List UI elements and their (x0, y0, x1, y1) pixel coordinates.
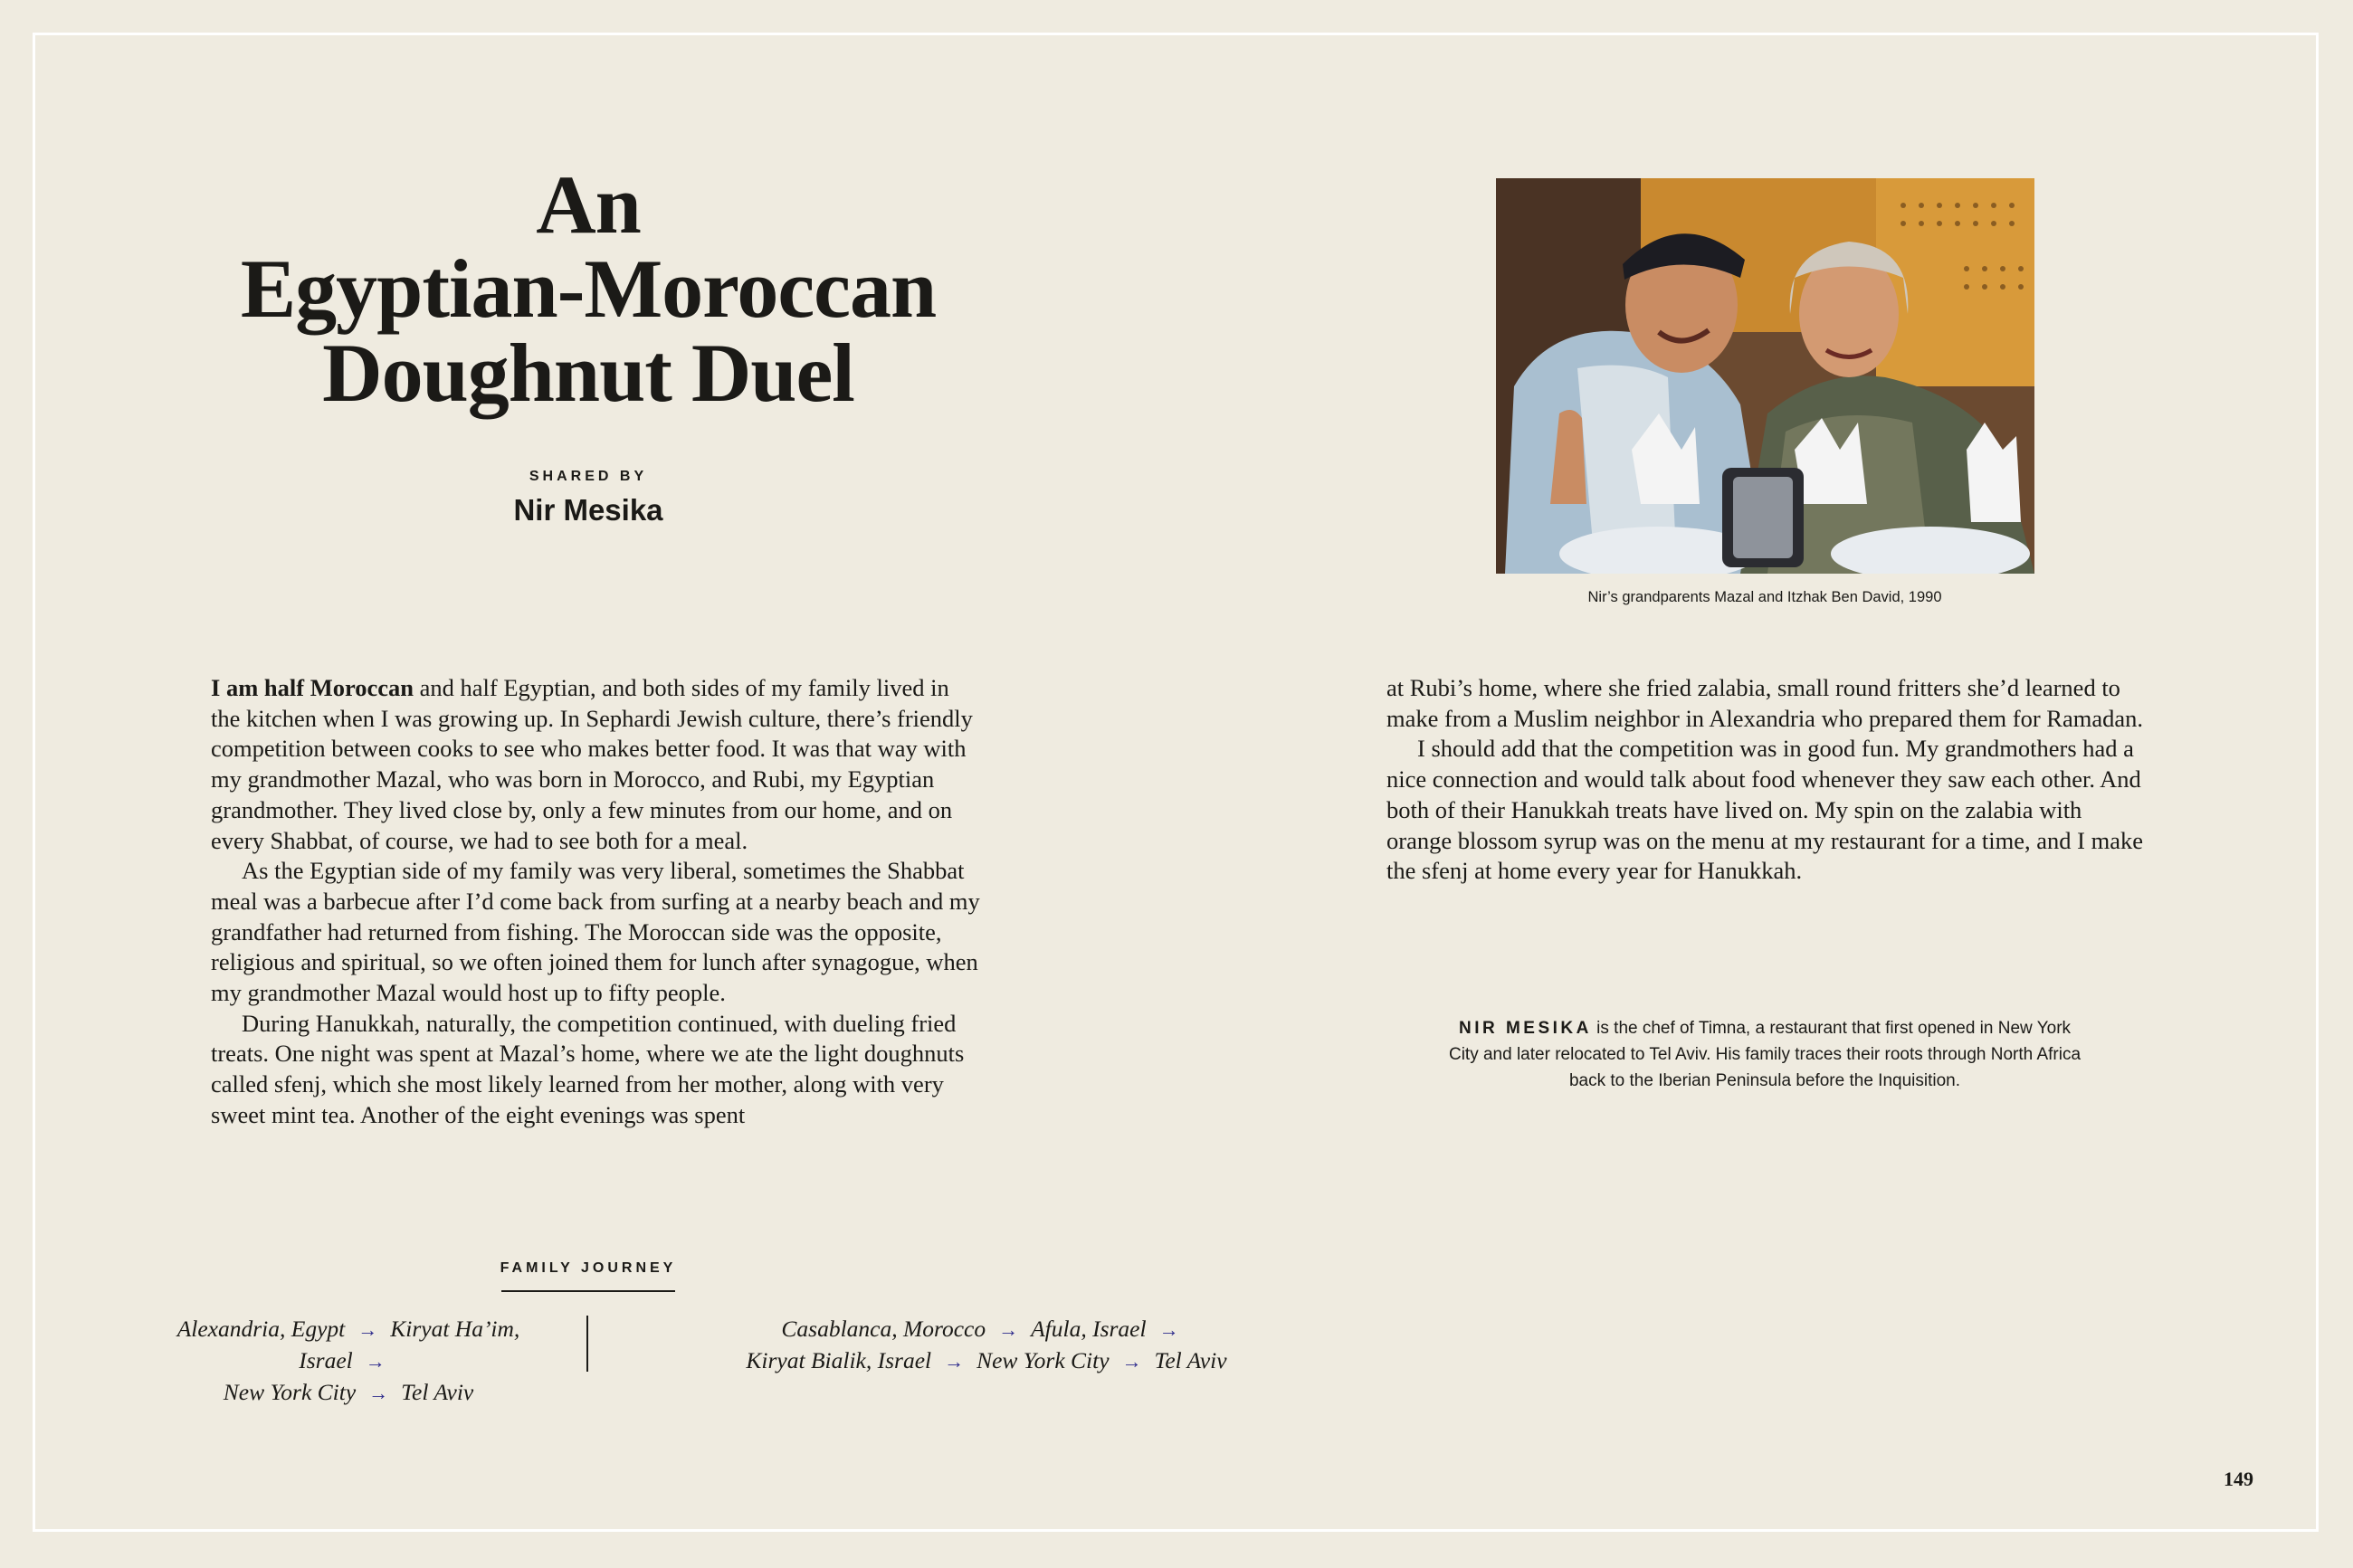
journey-underline (501, 1290, 675, 1292)
arrow-right-icon: → (944, 1350, 965, 1373)
author-name: Nir Mesika (513, 493, 663, 527)
route-place: New York City (976, 1347, 1110, 1373)
route-place: New York City (223, 1379, 357, 1405)
grandparents-photo (1496, 178, 2034, 574)
page-number: 149 (2224, 1468, 2253, 1490)
title-line: Doughnut Duel (322, 327, 854, 419)
body-column-right (1386, 673, 2147, 887)
route-place: Afula, Israel (1031, 1316, 1147, 1342)
body-paragraph: I should add that the competition was in good fun. My grandmothers had a nice connection and would talk about food whenever they saw each other. And both of their Hanukkah treats have lived on. My spin on the zalabia with orange blossom syrup was on the menu at my restaurant for a time, and I make the sfenj at home every year for Hanukkah. (1386, 735, 2143, 885)
journey-route-right (593, 1314, 1380, 1377)
route-place: Kiryat Bialik, Israel (746, 1347, 932, 1373)
journey-divider (586, 1316, 588, 1372)
arrow-right-icon: → (1121, 1350, 1142, 1373)
title-line: An (536, 158, 641, 251)
lead-in: I am half Moroccan (211, 674, 414, 701)
arrow-right-icon: → (1158, 1318, 1179, 1341)
body-paragraph: at Rubi’s home, where she fried zalabia, small round fritters she’d learned to make from a Muslim neighbor in Alexandria who prepared them for Ramadan. (1386, 674, 2143, 732)
photo-caption: Nir’s grandparents Mazal and Itzhak Ben David, 1990 (1587, 589, 1942, 605)
shared-by-label: SHARED BY (529, 469, 648, 484)
route-place: Alexandria, Egypt (176, 1316, 346, 1342)
route-place: Casablanca, Morocco (781, 1316, 986, 1342)
title-line: Egyptian-Moroccan (240, 242, 937, 335)
route-place: Tel Aviv (1154, 1347, 1227, 1373)
bio-name: NIR MESIKA (1458, 1019, 1592, 1038)
family-journey-label: FAMILY JOURNEY (500, 1260, 677, 1276)
body-paragraph (211, 673, 980, 856)
bio-text: is the chef of Timna, a restaurant that first opened in New York City and later relocated to Tel Aviv. His family traces their roots through North Africa back to the Iberian Peninsula before the Inquisition. (1448, 1019, 2082, 1090)
paragraph-text: and half Egyptian, and both sides of my family lived in the kitchen when I was growing up. In Sephardi Jewish culture, there’s friendly competition between cooks to see who makes better food. It was that way with my grandmother Mazal, who was born in Morocco, and Rubi, my Egyptian grandmother. They lived close by, only a few minutes from our home, and on every Shabbat, of course, we had to see both for a meal. (211, 674, 973, 854)
route-place: Kiryat Ha’im, Israel (299, 1316, 520, 1373)
body-paragraph: During Hanukkah, naturally, the competition continued, with dueling fried treats. One night was spent at Mazal’s home, where we ate the light doughnuts called sfenj, which she most likely learned from her mother, along with very sweet mint tea. Another of the eight evenings was spent (211, 1009, 965, 1128)
arrow-right-icon: → (365, 1350, 386, 1373)
arrow-right-icon: → (357, 1318, 378, 1341)
body-column-left (211, 673, 980, 1131)
arrow-right-icon: → (998, 1318, 1019, 1341)
route-place: Tel Aviv (401, 1379, 474, 1405)
author-bio (1448, 1015, 2082, 1094)
journey-route-left (127, 1314, 570, 1409)
article-title (163, 158, 1014, 419)
arrow-right-icon: → (368, 1382, 389, 1404)
body-paragraph: As the Egyptian side of my family was very liberal, sometimes the Shabbat meal was a barbecue after I’d come back from surfing at a nearby beach and my grandfather had returned from fishing. The Moroccan side was the opposite, religious and spiritual, so we often joined them for lunch after synagogue, when my grandmother Mazal would host up to fifty people. (211, 857, 980, 1007)
